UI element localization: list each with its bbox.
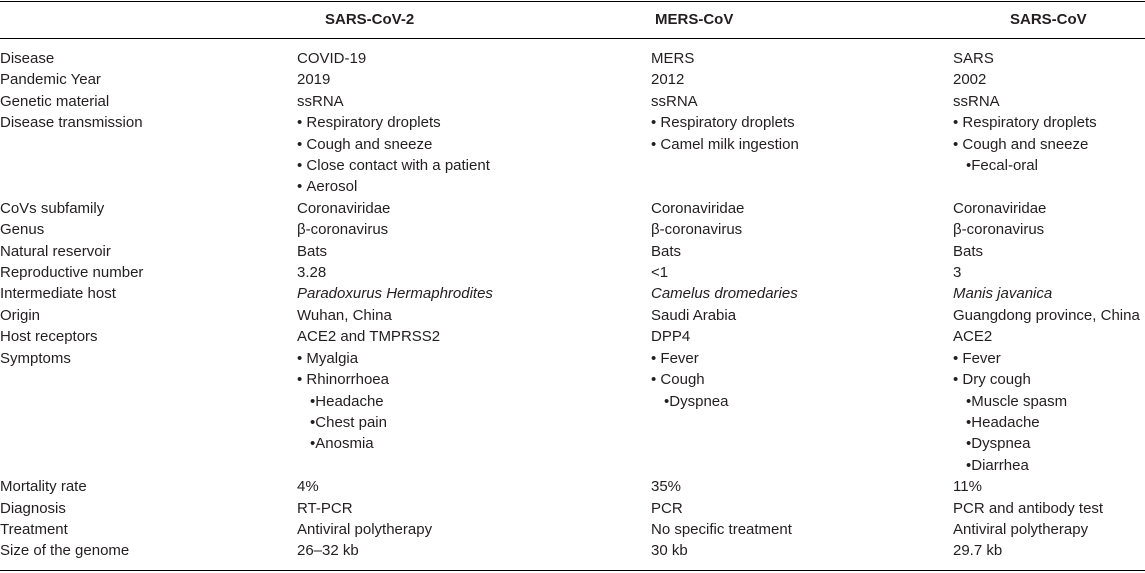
bullet-item: • Fever [651,348,953,369]
table-row [0,48,1145,69]
cell-text: DPP4 [651,328,691,346]
bullet-item: • Respiratory droplets [297,112,651,133]
table-cell [953,241,1145,262]
cell-text: Coronaviridae [953,199,1047,217]
cell-text: 2012 [651,71,685,89]
cell-text: Bats [953,242,984,260]
bullet-item: • Cough [651,369,953,390]
table-cell [953,305,1145,326]
table-cell [953,48,1145,69]
bullet-item: • Dry cough [953,369,1145,390]
cell-text: Guangdong province, China [953,306,1140,324]
table-row [0,348,1145,476]
cell-text: COVID-19 [297,50,367,67]
table-cell [651,69,953,90]
table-cell [953,262,1145,283]
table-row [0,219,1145,240]
bullet-item: • Rhinorrhoea [297,369,651,390]
cell-text: 2002 [953,71,987,89]
table-cell [651,348,953,476]
cell-text: ACE2 [953,328,993,346]
table-cell [953,219,1145,240]
table-cell [651,519,953,540]
cell-text: Saudi Arabia [651,306,737,324]
cell-text: Bats [297,242,328,260]
table-cell [953,69,1145,90]
table-row [0,112,1145,198]
table-cell [651,262,953,283]
table-top-rule [0,1,1145,2]
table-cell [651,112,953,198]
table-cell [953,476,1145,497]
table-cell [297,348,651,476]
cell-text: 30 kb [651,542,688,560]
table-row [0,519,1145,540]
bullet-item: • Close contact with a patient [297,155,651,176]
row-label: CoVs subfamily [0,199,105,217]
cell-text: No specific treatment [651,520,792,538]
table-cell [297,476,651,497]
cell-text: 35% [651,478,682,496]
cell-text: SARS [953,50,994,67]
header-rule [0,38,1145,39]
table-cell [651,198,953,219]
column-header-sars-cov: SARS-CoV [1010,11,1087,28]
row-label: Host receptors [0,328,98,346]
cell-text: 3.28 [297,264,327,282]
bullet-item: • Chest pain [297,412,651,433]
table-cell [953,348,1145,476]
table-cell [651,476,953,497]
table-cell [297,540,651,561]
table-row [0,540,1145,561]
cell-text: RT-PCR [297,499,353,517]
table-cell [953,326,1145,347]
table-cell [651,326,953,347]
table-cell [297,91,651,112]
column-header-sars-cov-2: SARS-CoV-2 [325,11,415,28]
cell-text: 26–32 kb [297,542,359,560]
row-label: Genetic material [0,92,110,110]
table-cell [297,219,651,240]
table-cell [297,241,651,262]
table-cell [953,91,1145,112]
table-cell [297,48,651,69]
table-cell [953,112,1145,198]
table-row [0,91,1145,112]
table-row [0,305,1145,326]
bullet-item: • Camel milk ingestion [651,134,953,155]
cell-text: ssRNA [953,92,1000,110]
bullet-item: • Aerosol [297,176,651,197]
row-label: Pandemic Year [0,71,101,89]
cell-text: 2019 [297,71,331,89]
table-cell [651,305,953,326]
bullet-item: • Respiratory droplets [651,112,953,133]
cell-text: MERS [651,50,695,67]
cell-text: ssRNA [297,92,344,110]
table-cell [297,112,651,198]
table-row [0,241,1145,262]
bullet-item: • Respiratory droplets [953,112,1145,133]
table-row [0,198,1145,219]
row-label: Genus [0,221,45,239]
table-row [0,283,1145,304]
cell-text: Antiviral polytherapy [953,520,1089,538]
cell-text: Antiviral polytherapy [297,520,433,538]
table-cell [297,69,651,90]
cell-text: β-coronavirus [297,221,389,239]
cell-text: Bats [651,242,682,260]
bullet-item: • Cough and sneeze [297,134,651,155]
table-cell [953,283,1145,304]
table-cell [297,326,651,347]
table-cell [651,540,953,561]
table-cell [297,283,651,304]
cell-text: PCR [651,499,683,517]
cell-text: Paradoxurus Hermaphrodites [297,285,493,303]
cell-text: ssRNA [651,92,698,110]
bullet-item: • Anosmia [297,433,651,454]
table-cell [651,219,953,240]
bullet-item: • Headache [297,391,651,412]
row-label: Intermediate host [0,285,116,303]
cell-text: β-coronavirus [651,221,743,239]
bullet-item: • Cough and sneeze [953,134,1145,155]
table-cell [953,519,1145,540]
table-cell [297,519,651,540]
table-cell [651,241,953,262]
cell-text: ACE2 and TMPRSS2 [297,328,441,346]
cell-text: 11% [953,478,982,496]
bullet-item: • Diarrhea [953,455,1145,476]
table-cell [297,305,651,326]
bullet-item: • Myalgia [297,348,651,369]
table-cell [297,498,651,519]
table-row [0,498,1145,519]
row-label: Reproductive number [0,264,144,282]
row-label: Diagnosis [0,499,66,517]
cell-text: 4% [297,478,319,496]
bullet-item: • Fever [953,348,1145,369]
table-cell [297,262,651,283]
row-label: Symptoms [0,349,71,367]
table-cell [953,498,1145,519]
cell-text: 29.7 kb [953,542,1003,560]
row-label: Disease [0,50,55,67]
cell-text: PCR and antibody test [953,499,1104,517]
table-cell [953,198,1145,219]
row-label: Size of the genome [0,542,130,560]
table-cell [651,498,953,519]
table-cell [297,198,651,219]
table-cell [953,540,1145,561]
table-cell [651,48,953,69]
table-cell [651,91,953,112]
comparison-table [0,48,1145,562]
row-label: Mortality rate [0,478,87,496]
row-label: Natural reservoir [0,242,111,260]
bullet-item: • Fecal-oral [953,155,1145,176]
bullet-item: • Dyspnea [651,391,953,412]
cell-text: Manis javanica [953,285,1053,303]
cell-text: Coronaviridae [297,199,391,217]
bullet-item: • Muscle spasm [953,391,1145,412]
row-label: Treatment [0,520,68,538]
row-label: Origin [0,306,41,324]
table-row [0,69,1145,90]
cell-text: Wuhan, China [297,306,392,324]
bullet-item: • Headache [953,412,1145,433]
cell-text: <1 [651,264,669,282]
table-bottom-rule [0,570,1145,571]
column-header-mers-cov: MERS-CoV [655,11,734,28]
table-row [0,262,1145,283]
cell-text: β-coronavirus [953,221,1045,239]
table-row [0,326,1145,347]
table-cell [651,283,953,304]
cell-text: 3 [953,264,962,282]
table-row [0,476,1145,497]
row-label: Disease transmission [0,114,143,132]
cell-text: Coronaviridae [651,199,745,217]
cell-text: Camelus dromedaries [651,285,798,303]
bullet-item: • Dyspnea [953,433,1145,454]
